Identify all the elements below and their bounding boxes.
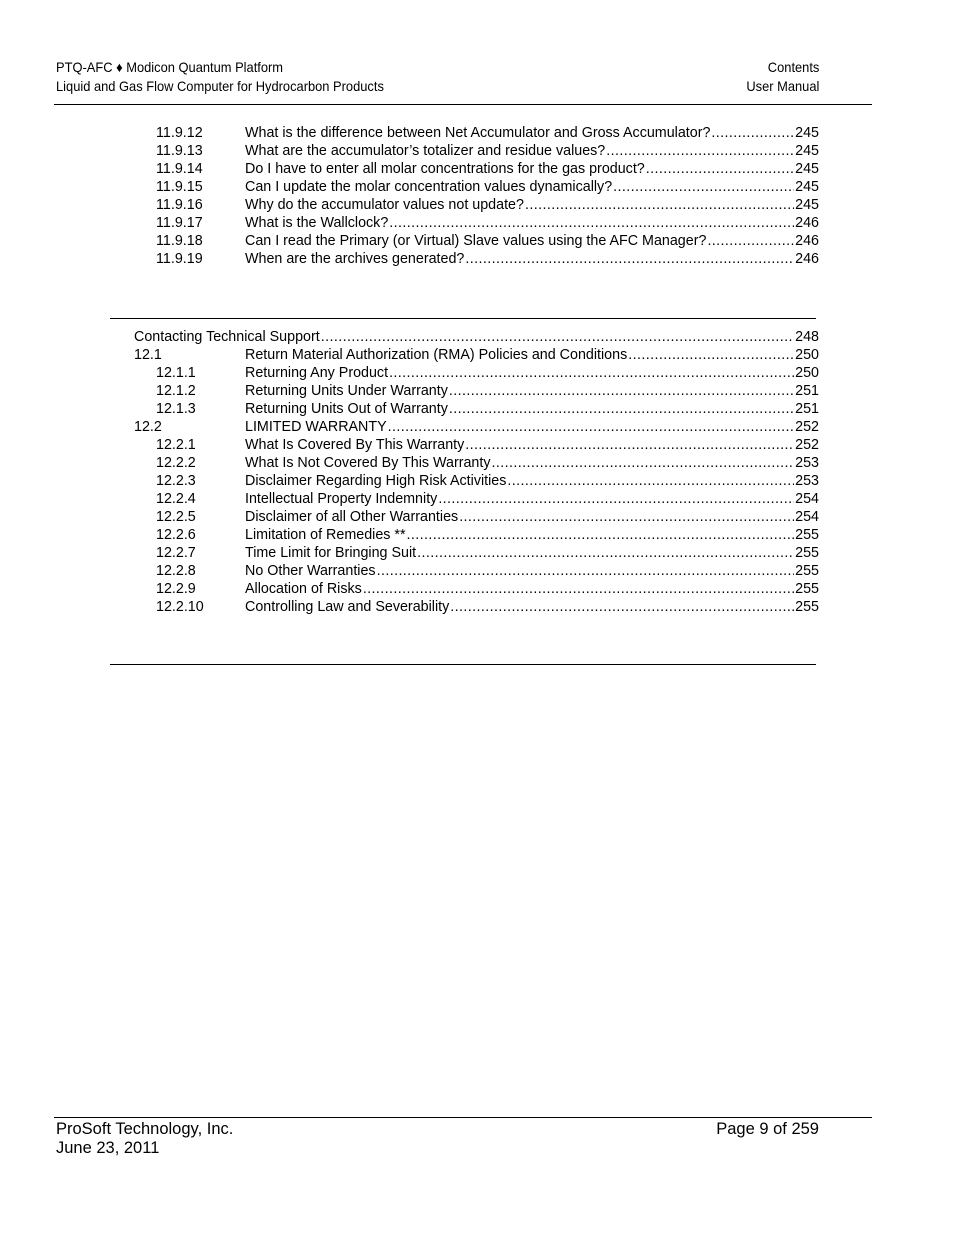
- toc-entry[interactable]: [134, 418, 819, 436]
- toc-leader: [711, 124, 794, 142]
- toc-entry-title: Allocation of Risks: [245, 581, 362, 597]
- toc-entry-title: Disclaimer Regarding High Risk Activities: [245, 473, 507, 489]
- toc-entry[interactable]: [134, 250, 819, 268]
- toc-entry[interactable]: [134, 232, 819, 250]
- toc-entry[interactable]: [134, 526, 819, 544]
- section-name: Contents: [767, 59, 819, 75]
- toc-entry-number: 11.9.17: [156, 215, 203, 231]
- toc-entry-title: Limitation of Remedies **: [245, 527, 406, 543]
- toc-entry-title: Return Material Authorization (RMA) Policies and Conditions: [245, 347, 628, 363]
- toc-entry-number: 12.2.5: [156, 509, 196, 525]
- toc-entry-title: Returning Any Product: [245, 365, 389, 381]
- toc-entry-page: 246: [795, 233, 819, 249]
- document-date: June 23, 2011: [56, 1139, 160, 1157]
- toc-entry-number: 11.9.15: [156, 179, 203, 195]
- toc-entry-number: 12.2.1: [156, 437, 196, 453]
- toc-group-11-9: [134, 124, 819, 268]
- toc-entry-title: What is the difference between Net Accumulator and Gross Accumulator?: [245, 125, 711, 141]
- toc-entry-number: 12.2.4: [156, 491, 196, 507]
- toc-entry[interactable]: [134, 382, 819, 400]
- footer-divider: [54, 1117, 872, 1118]
- toc-entry-page: 253: [795, 473, 819, 489]
- toc-entry-number: 12.1: [134, 347, 162, 363]
- toc-entry-page: 251: [795, 401, 819, 417]
- toc-entry[interactable]: [134, 364, 819, 382]
- toc-entry-number: 12.1.3: [156, 401, 196, 417]
- toc-entry-number: 12.2.7: [156, 545, 196, 561]
- toc-entry-number: 11.9.16: [156, 197, 203, 213]
- toc-entry-page: 250: [795, 365, 819, 381]
- toc-leader: [507, 472, 794, 490]
- toc-leader: [465, 436, 794, 454]
- toc-leader: [407, 526, 795, 544]
- toc-leader: [613, 178, 794, 196]
- page-header-right: [746, 58, 819, 96]
- toc-entry-page: 245: [795, 179, 819, 195]
- toc-entry-page: 251: [795, 383, 819, 399]
- toc-entry-title: Disclaimer of all Other Warranties: [245, 509, 459, 525]
- toc-entry-page: 255: [795, 545, 819, 561]
- toc-entry-number: 11.9.18: [156, 233, 203, 249]
- toc-entry-number: 11.9.19: [156, 251, 203, 267]
- toc-entry-page: 252: [795, 419, 819, 435]
- toc-entry-page: 254: [795, 509, 819, 525]
- toc-entry-number: 12.1.2: [156, 383, 196, 399]
- toc-entry-number: 12.2.6: [156, 527, 196, 543]
- toc-leader: [707, 232, 794, 250]
- toc-leader: [377, 562, 795, 580]
- toc-leader: [449, 382, 794, 400]
- toc-leader: [389, 214, 794, 232]
- page-number: Page 9 of 259: [716, 1120, 819, 1138]
- toc-entry-page: 255: [795, 527, 819, 543]
- toc-entry[interactable]: [134, 454, 819, 472]
- toc-entry[interactable]: [134, 196, 819, 214]
- toc-leader: [450, 598, 794, 616]
- page-header-left: [56, 58, 384, 96]
- toc-leader: [465, 250, 794, 268]
- toc-entry-title: Can I read the Primary (or Virtual) Slave values using the AFC Manager?: [245, 233, 707, 249]
- product-subtitle: Liquid and Gas Flow Computer for Hydrocarbon Products: [56, 78, 384, 94]
- toc-entry[interactable]: [134, 544, 819, 562]
- toc-entry[interactable]: [134, 472, 819, 490]
- toc-entry-number: 11.9.12: [156, 125, 203, 141]
- toc-entry-number: 12.2.9: [156, 581, 196, 597]
- toc-entry-title: What Is Not Covered By This Warranty: [245, 455, 491, 471]
- toc-entry-title: Intellectual Property Indemnity: [245, 491, 438, 507]
- toc-entry-number: 11.9.14: [156, 161, 203, 177]
- toc-heading-title: Contacting Technical Support: [134, 329, 320, 345]
- toc-entry-page: 255: [795, 599, 819, 615]
- toc-entry-title: No Other Warranties: [245, 563, 376, 579]
- toc-entry-title: When are the archives generated?: [245, 251, 465, 267]
- toc-leader: [606, 142, 794, 160]
- toc-entry[interactable]: [134, 508, 819, 526]
- toc-entry-number: 12.2: [134, 419, 162, 435]
- toc-entry-page: 246: [795, 215, 819, 231]
- toc-entry-page: 245: [795, 143, 819, 159]
- toc-heading-row[interactable]: [134, 328, 819, 346]
- toc-entry-number: 12.2.3: [156, 473, 196, 489]
- toc-leader: [525, 196, 794, 214]
- toc-entry[interactable]: [134, 436, 819, 454]
- toc-leader: [449, 400, 794, 418]
- toc-leader: [438, 490, 794, 508]
- section-divider: [110, 664, 816, 665]
- toc-group-12: [134, 328, 819, 616]
- toc-entry-title: Why do the accumulator values not update?: [245, 197, 524, 213]
- section-divider: [110, 318, 816, 319]
- toc-entry-number: 12.2.10: [156, 599, 204, 615]
- page-footer-right: [716, 1120, 819, 1139]
- toc-entry[interactable]: [134, 160, 819, 178]
- toc-leader: [628, 346, 794, 364]
- toc-entry[interactable]: [134, 142, 819, 160]
- toc-entry-title: Do I have to enter all molar concentrations for the gas product?: [245, 161, 645, 177]
- toc-leader: [646, 160, 794, 178]
- toc-entry-title: What Is Covered By This Warranty: [245, 437, 465, 453]
- toc-entry[interactable]: [134, 178, 819, 196]
- toc-entry-title: Time Limit for Bringing Suit: [245, 545, 417, 561]
- header-divider: [54, 104, 872, 105]
- toc-leader: [492, 454, 795, 472]
- toc-entry-number: 12.1.1: [156, 365, 196, 381]
- toc-entry[interactable]: [134, 346, 819, 364]
- toc-entry-page: 252: [795, 437, 819, 453]
- product-line: PTQ-AFC ♦ Modicon Quantum Platform: [56, 59, 284, 75]
- toc-leader: [363, 580, 794, 598]
- toc-leader: [389, 364, 794, 382]
- toc-entry-page: 245: [795, 125, 819, 141]
- toc-entry-number: 12.2.8: [156, 563, 196, 579]
- toc-entry[interactable]: [134, 562, 819, 580]
- toc-entry-title: What are the accumulator’s totalizer and residue values?: [245, 143, 606, 159]
- toc-entry-title: Returning Units Under Warranty: [245, 383, 448, 399]
- toc-leader: [459, 508, 794, 526]
- toc-heading-page: 248: [795, 329, 819, 345]
- toc-entry[interactable]: [134, 598, 819, 616]
- toc-entry-page: 245: [795, 161, 819, 177]
- toc-entry-page: 255: [795, 563, 819, 579]
- toc-leader: [417, 544, 794, 562]
- toc-entry[interactable]: [134, 400, 819, 418]
- toc-entry[interactable]: [134, 580, 819, 598]
- toc-entry-page: 245: [795, 197, 819, 213]
- toc-entry-page: 246: [795, 251, 819, 267]
- toc-entry-page: 253: [795, 455, 819, 471]
- document-type: User Manual: [745, 78, 819, 94]
- toc-leader: [321, 328, 794, 346]
- toc-entry-title: What is the Wallclock?: [245, 215, 389, 231]
- toc-entry-page: 254: [795, 491, 819, 507]
- company-name: ProSoft Technology, Inc.: [56, 1120, 234, 1138]
- page-footer-left: [56, 1120, 233, 1158]
- toc-entry[interactable]: [134, 214, 819, 232]
- toc-entry-page: 250: [795, 347, 819, 363]
- toc-entry-number: 12.2.2: [156, 455, 196, 471]
- toc-entry-number: 11.9.13: [156, 143, 203, 159]
- toc-entry-title: Returning Units Out of Warranty: [245, 401, 448, 417]
- toc-entry-title: LIMITED WARRANTY: [245, 419, 387, 435]
- toc-entry-title: Controlling Law and Severability: [245, 599, 450, 615]
- toc-entry[interactable]: [134, 490, 819, 508]
- toc-entry[interactable]: [134, 124, 819, 142]
- toc-leader: [388, 418, 794, 436]
- toc-entry-title: Can I update the molar concentration values dynamically?: [245, 179, 613, 195]
- toc-entry-page: 255: [795, 581, 819, 597]
